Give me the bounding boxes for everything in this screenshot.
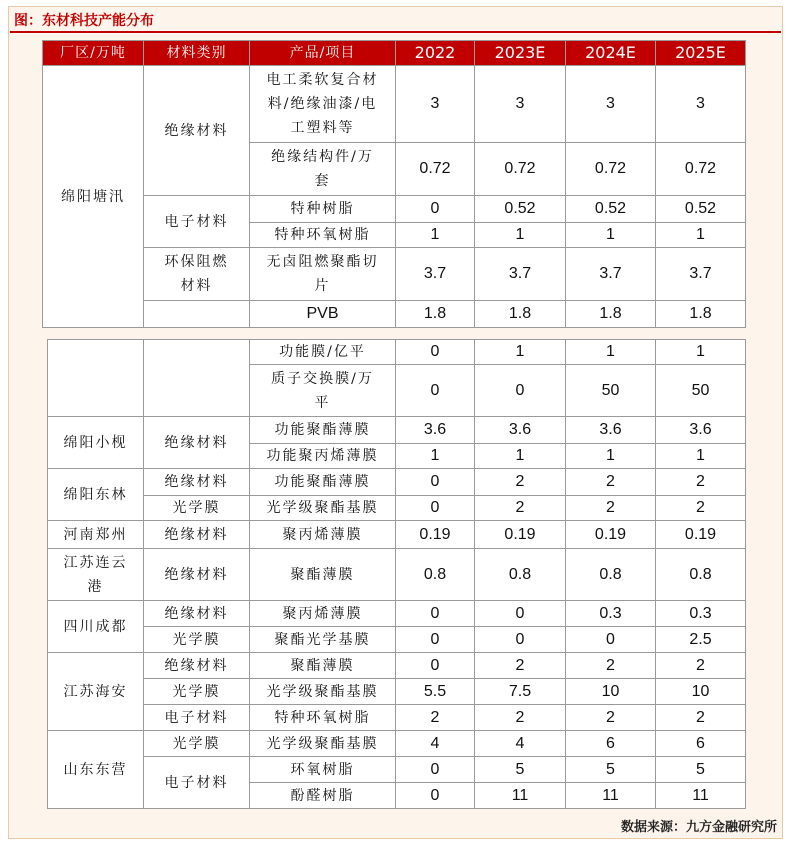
value-cell: 0 [475, 627, 566, 653]
value-cell: 0.8 [475, 549, 566, 601]
value-cell: 11 [566, 783, 656, 809]
category-cell-empty [144, 340, 250, 417]
category-cell: 光学膜 [144, 679, 250, 705]
value-cell: 10 [656, 679, 746, 705]
header-2024e: 2024E [566, 41, 656, 66]
plant-cell: 绵阳塘汛 [43, 66, 144, 328]
plant-cell: 绵阳东林 [48, 469, 144, 521]
product-cell: 特种环氧树脂 [250, 705, 396, 731]
category-cell: 电子材料 [144, 196, 250, 248]
product-line: 片 [314, 278, 331, 294]
value-cell: 0.72 [566, 143, 656, 196]
product-cell: 特种环氧树脂 [250, 223, 396, 248]
value-cell: 1 [396, 223, 475, 248]
value-cell: 4 [396, 731, 475, 757]
category-cell: 绝缘材料 [144, 469, 250, 496]
value-cell: 2 [475, 469, 566, 496]
value-cell: 0 [475, 601, 566, 627]
product-line: 质子交换膜/万 [271, 370, 374, 387]
table-header-row [43, 41, 746, 66]
value-cell: 3 [566, 66, 656, 143]
product-line: 电工柔软复合材 [266, 72, 379, 88]
value-cell: 0.19 [475, 521, 566, 549]
table-row [48, 601, 746, 627]
value-cell: 4 [475, 731, 566, 757]
value-cell: 1 [475, 223, 566, 248]
category-cell-empty [144, 301, 250, 328]
value-cell: 0 [396, 196, 475, 223]
value-cell: 0 [396, 783, 475, 809]
value-cell: 11 [475, 783, 566, 809]
value-cell: 1 [475, 444, 566, 469]
title-underline [10, 31, 781, 33]
header-product: 产品/项目 [250, 41, 396, 66]
category-line: 环保阻燃 [164, 254, 229, 270]
value-cell: 0 [475, 365, 566, 417]
product-cell: 功能聚酯薄膜 [250, 417, 396, 444]
table-row [48, 653, 746, 679]
value-cell: 3 [475, 66, 566, 143]
plant-line: 港 [87, 578, 104, 595]
value-cell: 0 [396, 601, 475, 627]
value-cell: 50 [656, 365, 746, 417]
product-cell [250, 143, 396, 196]
category-cell [144, 248, 250, 301]
value-cell: 0 [396, 627, 475, 653]
value-cell: 3.6 [396, 417, 475, 444]
value-cell: 0.19 [656, 521, 746, 549]
value-cell: 5 [475, 757, 566, 783]
value-cell: 0.8 [396, 549, 475, 601]
value-cell: 3 [396, 66, 475, 143]
table-row [48, 679, 746, 705]
value-cell: 2 [396, 705, 475, 731]
category-cell: 电子材料 [144, 705, 250, 731]
value-cell: 0.19 [396, 521, 475, 549]
value-cell: 1 [566, 340, 656, 365]
product-line: 料/绝缘油漆/电 [267, 96, 378, 112]
value-cell: 6 [656, 731, 746, 757]
value-cell: 0 [396, 757, 475, 783]
category-cell: 电子材料 [144, 757, 250, 809]
product-cell: 环氧树脂 [250, 757, 396, 783]
value-cell: 0.3 [566, 601, 656, 627]
value-cell: 1 [656, 340, 746, 365]
plant-cell: 山东东营 [48, 731, 144, 809]
category-line: 材料 [180, 278, 213, 294]
value-cell: 0 [396, 340, 475, 365]
product-cell: 功能膜/亿平 [250, 340, 396, 365]
product-cell: 功能聚丙烯薄膜 [250, 444, 396, 469]
capacity-table-part-2 [47, 339, 746, 809]
header-category: 材料类别 [144, 41, 250, 66]
value-cell: 2 [566, 496, 656, 521]
value-cell: 0 [396, 469, 475, 496]
value-cell: 0.8 [656, 549, 746, 601]
value-cell: 3.7 [475, 248, 566, 301]
product-cell: 聚丙烯薄膜 [250, 521, 396, 549]
table-row [48, 549, 746, 601]
table-row [48, 469, 746, 496]
product-line: 工塑料等 [290, 120, 355, 136]
value-cell: 0.3 [656, 601, 746, 627]
value-cell: 0.52 [656, 196, 746, 223]
value-cell: 3 [656, 66, 746, 143]
value-cell: 0 [566, 627, 656, 653]
category-cell: 绝缘材料 [144, 66, 250, 196]
product-cell [250, 66, 396, 143]
value-cell: 5 [566, 757, 656, 783]
table-row [43, 66, 746, 143]
category-cell: 光学膜 [144, 496, 250, 521]
table-row [48, 705, 746, 731]
value-cell: 0.72 [475, 143, 566, 196]
product-line: 绝缘结构件/万 [271, 149, 374, 165]
product-cell [250, 248, 396, 301]
value-cell: 10 [566, 679, 656, 705]
value-cell: 11 [656, 783, 746, 809]
product-line: 无卤阻燃聚酯切 [266, 254, 379, 270]
value-cell: 2 [475, 653, 566, 679]
figure-title: 图：东材科技产能分布 [14, 13, 154, 29]
value-cell: 3.7 [656, 248, 746, 301]
value-cell: 2 [656, 496, 746, 521]
value-cell: 2 [656, 469, 746, 496]
category-cell: 光学膜 [144, 731, 250, 757]
value-cell: 1 [566, 444, 656, 469]
product-cell [250, 365, 396, 417]
value-cell: 1.8 [566, 301, 656, 328]
product-cell: PVB [250, 301, 396, 328]
value-cell: 0.8 [566, 549, 656, 601]
value-cell: 0.72 [396, 143, 475, 196]
product-cell: 功能聚酯薄膜 [250, 469, 396, 496]
plant-cell [48, 549, 144, 601]
value-cell: 0 [396, 365, 475, 417]
value-cell: 0.72 [656, 143, 746, 196]
value-cell: 3.7 [566, 248, 656, 301]
value-cell: 2.5 [656, 627, 746, 653]
value-cell: 2 [656, 705, 746, 731]
data-source: 数据来源：九方金融研究所 [620, 820, 777, 835]
value-cell: 2 [475, 496, 566, 521]
value-cell: 0 [396, 653, 475, 679]
table-row [48, 627, 746, 653]
product-cell: 光学级聚酯基膜 [250, 496, 396, 521]
table-row [48, 757, 746, 783]
header-2022: 2022 [396, 41, 475, 66]
product-cell: 聚酯薄膜 [250, 653, 396, 679]
value-cell: 2 [566, 469, 656, 496]
table-row [48, 521, 746, 549]
header-plant: 厂区/万吨 [43, 41, 144, 66]
value-cell: 7.5 [475, 679, 566, 705]
table-row [48, 731, 746, 757]
table-row [48, 496, 746, 521]
value-cell: 2 [475, 705, 566, 731]
category-cell: 绝缘材料 [144, 549, 250, 601]
table-row [43, 248, 746, 301]
header-2025e: 2025E [656, 41, 746, 66]
product-line: 套 [314, 173, 331, 189]
value-cell: 0.19 [566, 521, 656, 549]
value-cell: 2 [656, 653, 746, 679]
table-row [43, 196, 746, 223]
value-cell: 1 [566, 223, 656, 248]
plant-cell-empty [48, 340, 144, 417]
category-cell: 绝缘材料 [144, 417, 250, 469]
value-cell: 1.8 [475, 301, 566, 328]
value-cell: 0.52 [475, 196, 566, 223]
category-cell: 绝缘材料 [144, 653, 250, 679]
product-cell: 聚酯光学基膜 [250, 627, 396, 653]
value-cell: 6 [566, 731, 656, 757]
plant-cell: 四川成都 [48, 601, 144, 653]
product-cell: 特种树脂 [250, 196, 396, 223]
value-cell: 1 [656, 444, 746, 469]
value-cell: 5.5 [396, 679, 475, 705]
value-cell: 3.7 [396, 248, 475, 301]
value-cell: 50 [566, 365, 656, 417]
product-cell: 聚丙烯薄膜 [250, 601, 396, 627]
plant-cell: 河南郑州 [48, 521, 144, 549]
table-row [48, 417, 746, 444]
product-line: 平 [314, 394, 331, 411]
value-cell: 3.6 [566, 417, 656, 444]
table-row [48, 340, 746, 365]
value-cell: 1.8 [396, 301, 475, 328]
value-cell: 3.6 [475, 417, 566, 444]
value-cell: 0.52 [566, 196, 656, 223]
category-cell: 光学膜 [144, 627, 250, 653]
value-cell: 0 [396, 496, 475, 521]
value-cell: 3.6 [656, 417, 746, 444]
product-cell: 酚醛树脂 [250, 783, 396, 809]
value-cell: 2 [566, 705, 656, 731]
product-cell: 光学级聚酯基膜 [250, 731, 396, 757]
plant-cell: 绵阳小枧 [48, 417, 144, 469]
value-cell: 1 [656, 223, 746, 248]
header-2023e: 2023E [475, 41, 566, 66]
category-cell: 绝缘材料 [144, 601, 250, 627]
plant-line: 江苏连云 [63, 554, 128, 571]
value-cell: 1 [475, 340, 566, 365]
category-cell: 绝缘材料 [144, 521, 250, 549]
plant-cell: 江苏海安 [48, 653, 144, 731]
product-cell: 光学级聚酯基膜 [250, 679, 396, 705]
product-cell: 聚酯薄膜 [250, 549, 396, 601]
value-cell: 5 [656, 757, 746, 783]
value-cell: 1 [396, 444, 475, 469]
table-row [43, 301, 746, 328]
value-cell: 2 [566, 653, 656, 679]
capacity-table-part-1 [42, 40, 746, 328]
value-cell: 1.8 [656, 301, 746, 328]
